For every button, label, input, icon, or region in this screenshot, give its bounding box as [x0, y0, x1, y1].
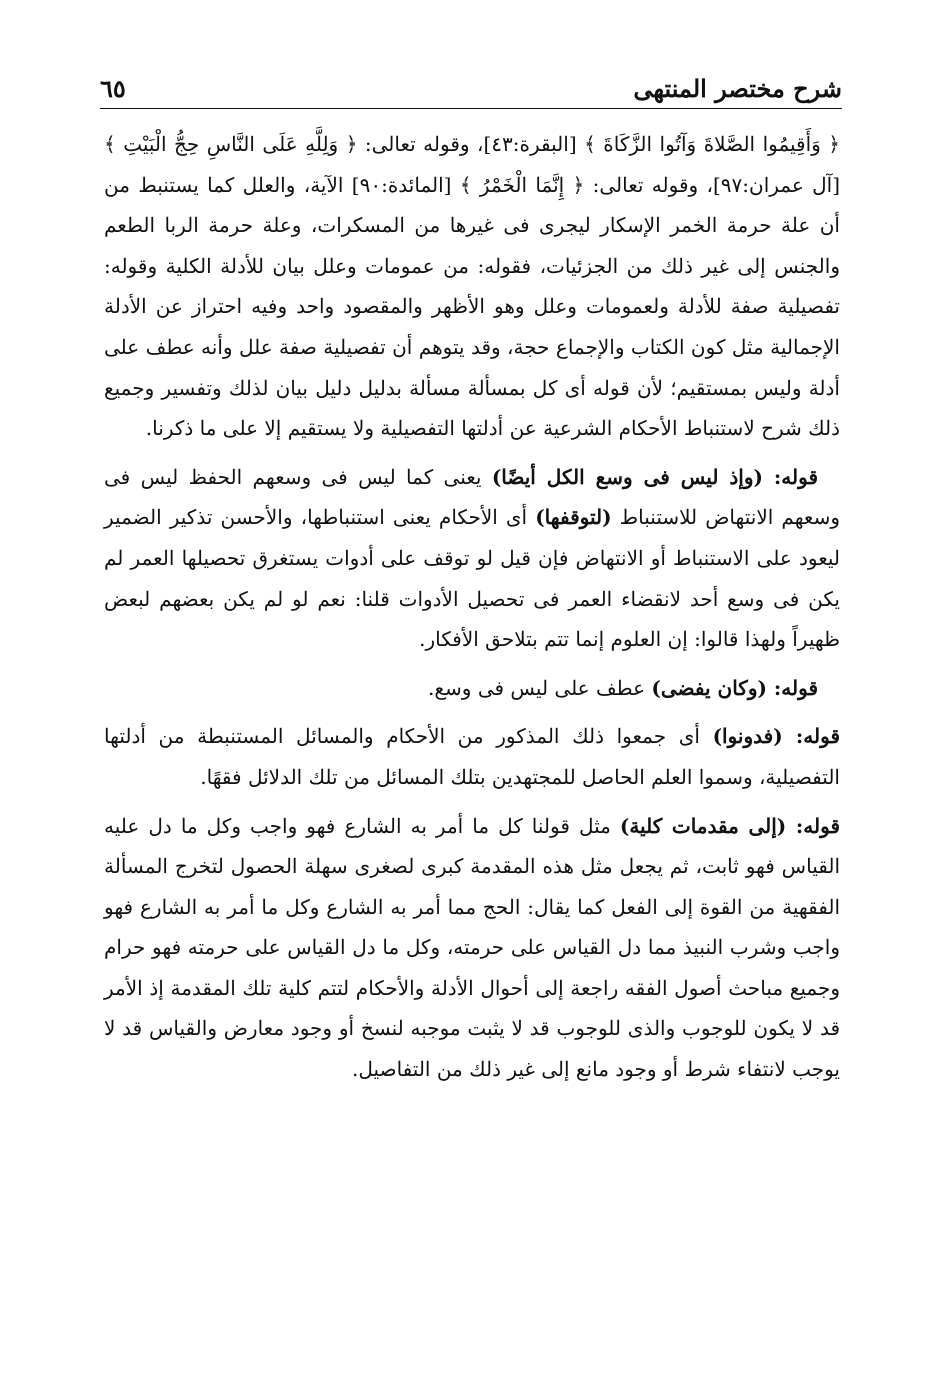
- quran-quote: ﴿ إِنَّمَا الْخَمْرُ ﴾: [459, 172, 585, 197]
- paragraph-text: مثل قولنا كل ما أمر به الشارع فهو واجب وكل ما دل عليه القياس فهو ثابت، ثم يجعل مثل هذه المقدمة كبرى لصغرى سهلة الحصول لتخرج المسألة الفقهية من القوة إلى الفعل كما يقال: الحج مما أمر به الشارع وكل ما أمر به الشارع فهو واجب وشرب النبيذ مما دل القياس على حرمته، وكل ما دل القياس على حرمته فهو حرام وجميع مباحث أصول الفقه راجعة إلى أحوال الأدلة والأحكام لتتم كلية تلك المقدمة إذ الأمر قد لا يكون للوجوب والذى للوجوب قد لا يثبت موجبه لنسخ أو وجود معارض والقياس قد لا يوجب لانتفاء شرط أو وجود مانع إلى غير ذلك من التفاصيل.: [104, 813, 840, 1082]
- citation: [المائدة:٩٠]: [351, 172, 460, 197]
- qawluh-label: قوله:: [773, 675, 818, 700]
- qawluh-label: قوله:: [795, 813, 840, 838]
- paragraph-text: وقوله تعالى:: [357, 132, 478, 156]
- paragraph-5: [104, 806, 840, 1090]
- lemma: (وإذ ليس فى وسع الكل أيضًا): [491, 464, 774, 489]
- page-number: ٦٥: [100, 74, 126, 103]
- paragraph-text: أى جمعوا ذلك المذكور من الأحكام والمسائل المستنبطة من أدلتها التفصيلية، وسموا العلم الحاصل للمجتهدين بتلك المسائل من تلك الدلائل فقهًا.: [104, 724, 840, 789]
- paragraph-text: عطف على ليس فى وسع.: [428, 675, 652, 700]
- body-text: [104, 124, 840, 1090]
- running-title: شرح مختصر المنتهى: [633, 74, 842, 103]
- page-header: [100, 72, 842, 109]
- citation: [البقرة:٤٣]،: [477, 132, 585, 156]
- qawluh-label: قوله:: [773, 464, 818, 489]
- paragraph-2: [104, 457, 840, 660]
- paragraph-text: وقوله تعالى:: [584, 172, 707, 197]
- paragraph-4: [104, 716, 840, 797]
- lemma: (إلى مقدمات كلية): [619, 813, 796, 838]
- lemma: (لتوقفها): [535, 505, 612, 530]
- quran-quote: ﴿ وَلِلَّهِ عَلَى النَّاسِ حِجُّ الْبَيْتِ ﴾: [104, 132, 358, 156]
- paragraph-text: الآية، والعلل كما يستنبط من أن علة حرمة الخمر الإسكار ليجرى فى غيرها من المسكرات، وعلة حرمة الربا الطعم والجنس إلى غير ذلك من الجزئيات، فقوله: من عمومات وعلل بيان للأدلة الكلية وقوله: تفصيلية صفة للأدلة ولعمومات وعلل وهو الأظهر والمقصود واحد وفيه احتراز عن الأدلة الإجمالية مثل كون الكتاب والإجماع حجة، وقد يتوهم أن تفصيلية صفة علل وأنه عطف على أدلة وليس بمستقيم؛ لأن قوله أى كل بمسألة مسألة بدليل دليل بيان لذلك وتفسير وجميع ذلك شرح لاستنباط الأحكام الشرعية عن أدلتها التفصيلية ولا يستقيم إلا على ما ذكرنا.: [104, 172, 840, 441]
- paragraph-text: يعنى كما ليس فى وسعهم الحفظ ليس فى وسعهم الانتهاض للاستنباط: [104, 464, 840, 530]
- lemma: (وكان يفضى): [651, 675, 774, 700]
- quran-quote: ﴿ وَأَقِيمُوا الصَّلاةَ وَآتُوا الزَّكَاةَ ﴾: [584, 132, 841, 156]
- paragraph-3: [104, 668, 840, 709]
- qawluh-label: قوله:: [795, 724, 840, 749]
- lemma: (فدونوا): [712, 724, 796, 749]
- paragraph-1: [104, 124, 840, 449]
- citation: [آل عمران:٩٧]،: [706, 172, 841, 197]
- paragraph-text: أى الأحكام يعنى استنباطها، والأحسن تذكير الضمير ليعود على الاستنباط أو الانتهاض فإن قيل لو توقف على أدوات يستغرق تحصيلها العمر لم يكن فى وسع أحد لانقضاء العمر فى تحصيل الأدوات قلنا: نعم لو لم يكن بعضهم لبعض ظهيراً ولهذا قالوا: إن العلوم إنما تتم بتلاحق الأفكار.: [104, 505, 840, 652]
